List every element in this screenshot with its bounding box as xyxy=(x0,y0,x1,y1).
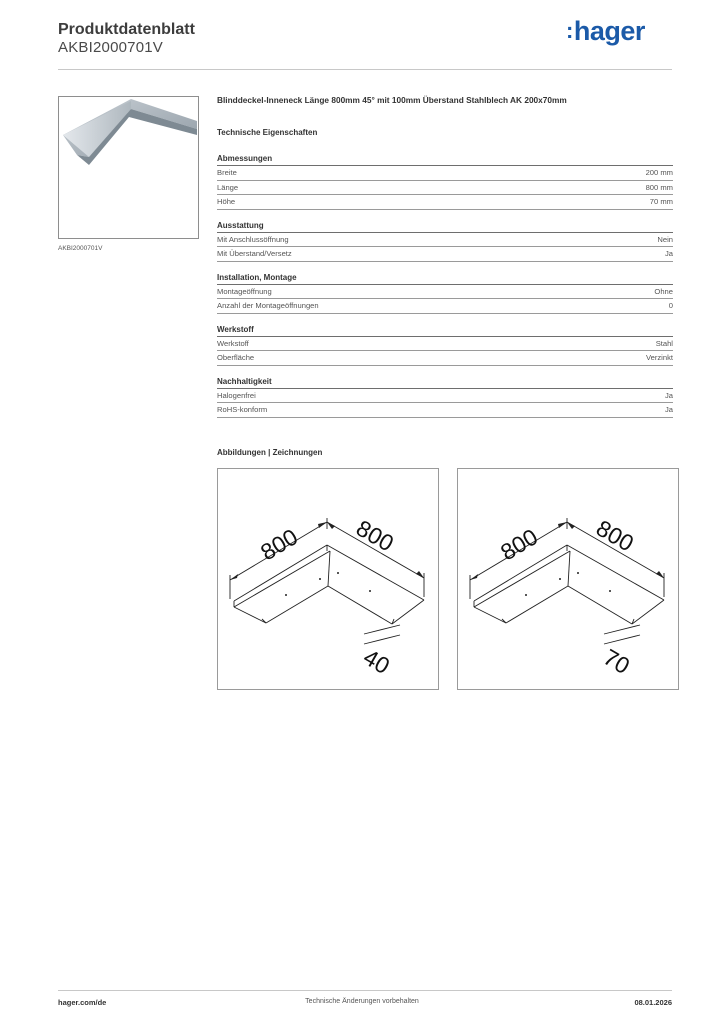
property-value: Verzinkt xyxy=(645,353,673,362)
drawings-heading: Abbildungen | Zeichnungen xyxy=(217,448,323,457)
property-group-material xyxy=(217,323,673,366)
property-row xyxy=(217,285,673,300)
property-row xyxy=(217,337,673,352)
footer-date: 08.01.2026 xyxy=(634,998,672,1007)
article-number: AKBI2000701V xyxy=(58,39,163,56)
group-title: Ausstattung xyxy=(217,219,673,233)
drawing-2-dim-left: 800 xyxy=(495,523,543,566)
logo-colon-icon: : xyxy=(566,18,573,43)
property-row xyxy=(217,166,673,181)
property-value: 200 mm xyxy=(645,168,673,177)
technical-drawing-1 xyxy=(217,468,439,690)
property-row xyxy=(217,195,673,210)
property-value: 70 mm xyxy=(649,197,673,206)
footer-divider xyxy=(58,990,672,991)
property-label: Mit Anschlussöffnung xyxy=(217,234,289,244)
property-value: Ja xyxy=(664,405,673,414)
property-label: Montageöffnung xyxy=(217,286,272,296)
product-photo xyxy=(58,96,199,239)
property-row xyxy=(217,403,673,418)
property-row xyxy=(217,351,673,366)
drawing-1-dim-height: 40 xyxy=(359,643,395,680)
property-label: Anzahl der Montageöffnungen xyxy=(217,301,319,310)
logo-text: hager xyxy=(573,16,645,46)
property-row xyxy=(217,299,673,314)
property-group-installation xyxy=(217,271,673,314)
drawing-2-dim-height: 70 xyxy=(599,643,635,680)
property-row xyxy=(217,247,673,262)
property-label: Mit Überstand/Versetz xyxy=(217,249,292,258)
group-title: Nachhaltigkeit xyxy=(217,375,673,389)
property-group-sustainability xyxy=(217,375,673,418)
property-label: RoHS-konform xyxy=(217,405,268,414)
drawing-1-dim-right: 800 xyxy=(351,514,399,557)
property-value: Ja xyxy=(664,249,673,258)
footer-note: Technische Änderungen vorbehalten xyxy=(305,998,419,1005)
property-label: Oberfläche xyxy=(217,353,255,362)
property-label: Werkstoff xyxy=(217,338,249,348)
technical-properties-heading: Technische Eigenschaften xyxy=(217,128,318,137)
product-photo-image xyxy=(59,97,198,238)
property-value: Ohne xyxy=(654,286,673,296)
property-label: Breite xyxy=(217,168,237,177)
document-title: Produktdatenblatt xyxy=(58,21,195,38)
property-value: Ja xyxy=(664,390,673,400)
product-details xyxy=(217,92,673,427)
property-row xyxy=(217,389,673,404)
property-value: Nein xyxy=(657,234,673,244)
drawing-1-dim-left: 800 xyxy=(255,523,303,566)
group-title: Installation, Montage xyxy=(217,271,673,285)
property-group-equipment xyxy=(217,219,673,262)
property-row xyxy=(217,181,673,196)
property-row xyxy=(217,233,673,248)
footer-website: hager.com/de xyxy=(58,998,107,1007)
technical-drawing-2 xyxy=(457,468,679,690)
property-label: Höhe xyxy=(217,197,236,206)
group-title: Werkstoff xyxy=(217,323,673,337)
group-title: Abmessungen xyxy=(217,152,673,166)
property-value: Stahl xyxy=(655,338,673,348)
drawing-2-svg xyxy=(458,469,678,689)
property-label: Halogenfrei xyxy=(217,390,256,400)
drawing-2-dim-right: 800 xyxy=(591,514,639,557)
header-divider xyxy=(58,69,672,70)
property-group-dimensions xyxy=(217,152,673,210)
property-label: Länge xyxy=(217,182,239,192)
property-value: 800 mm xyxy=(645,182,673,192)
drawing-1-svg xyxy=(218,469,438,689)
property-value: 0 xyxy=(668,301,673,310)
product-photo-caption: AKBI2000701V xyxy=(58,245,103,252)
hager-logo xyxy=(566,16,645,47)
product-name: Blinddeckel-Inneneck Länge 800mm 45° mit 100mm Überstand Stahlblech AK 200x70mm xyxy=(217,95,567,105)
